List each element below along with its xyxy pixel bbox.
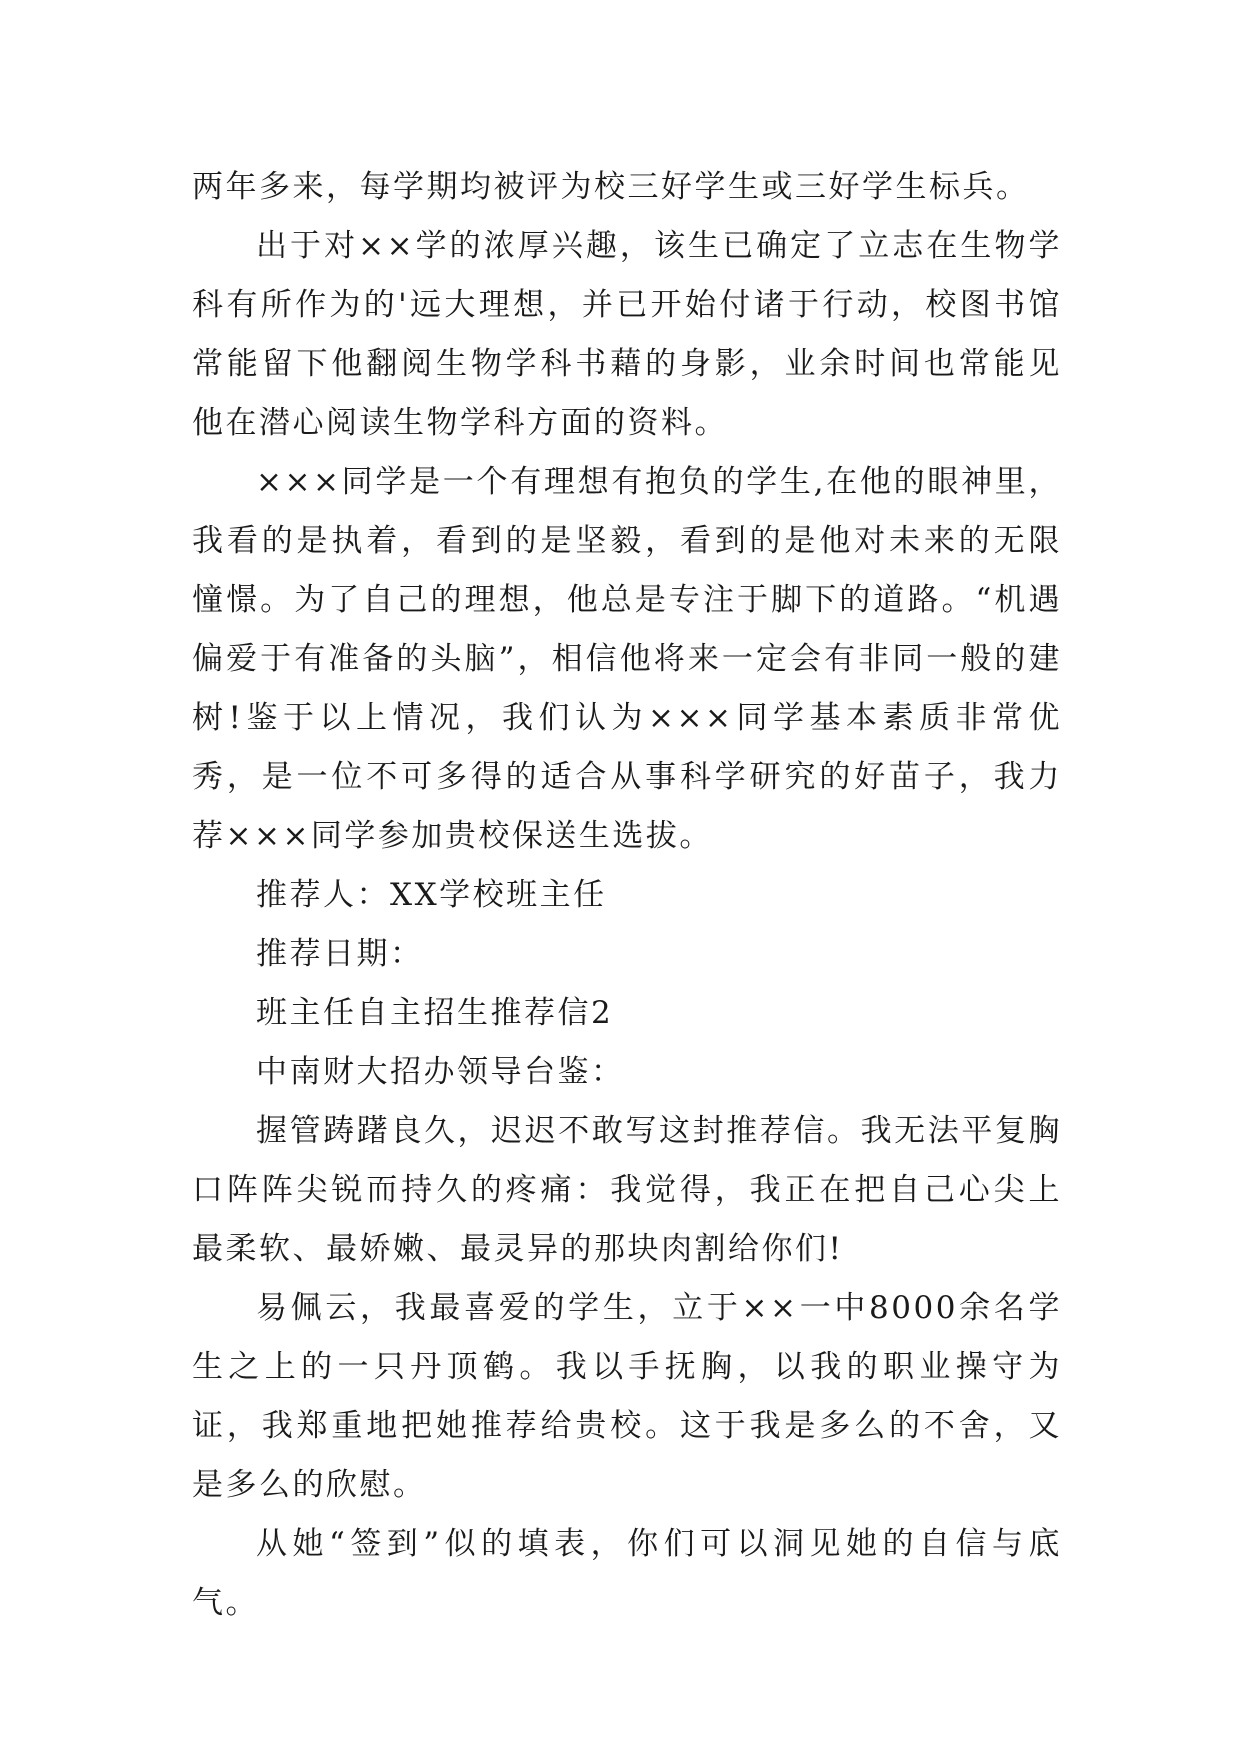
paragraph: 握管踌躇良久，迟迟不敢写这封推荐信。我无法平复胸口阵阵尖锐而持久的疼痛：我觉得，我正在把自己心尖上最柔软、最娇嫩、最灵异的那块肉割给你们! <box>192 1113 1062 1267</box>
paragraph: 从她“签到”似的填表，你们可以洞见她的自信与底气。 <box>192 1526 1062 1621</box>
paragraph: 易佩云，我最喜爱的学生，立于××一中8000余名学生之上的一只丹顶鹤。我以手抚胸，以我的职业操守为证，我郑重地把她推荐给贵校。这于我是多么的不舍，又是多么的欣慰。 <box>192 1290 1062 1503</box>
paragraph: 两年多来，每学期均被评为校三好学生或三好学生标兵。 <box>192 169 1030 205</box>
section-title: 班主任自主招生推荐信2 <box>256 995 614 1031</box>
paragraph: 出于对××学的浓厚兴趣，该生已确定了立志在生物学科有所作为的'远大理想，并已开始付诸于行动，校图书馆常能留下他翻阅生物学科书藉的身影，业余时间也常能见他在潜心阅读生物学科方面的资料。 <box>192 228 1062 441</box>
salutation: 中南财大招办领导台鉴： <box>256 1054 625 1090</box>
document-body <box>192 158 1062 1633</box>
recommender-line: 推荐人：XX学校班主任 <box>256 877 607 913</box>
recommend-date-line: 推荐日期： <box>256 936 424 972</box>
paragraph: ×××同学是一个有理想有抱负的学生,在他的眼神里，我看的是执着，看到的是坚毅，看到的是他对未来的无限憧憬。为了自己的理想，他总是专注于脚下的道路。“机遇偏爱于有准备的头脑”，相信他将来一定会有非同一般的建树!鉴于以上情况，我们认为×××同学基本素质非常优秀，是一位不可多得的适合从事科学研究的好苗子，我力荐×××同学参加贵校保送生选拔。 <box>192 464 1062 854</box>
